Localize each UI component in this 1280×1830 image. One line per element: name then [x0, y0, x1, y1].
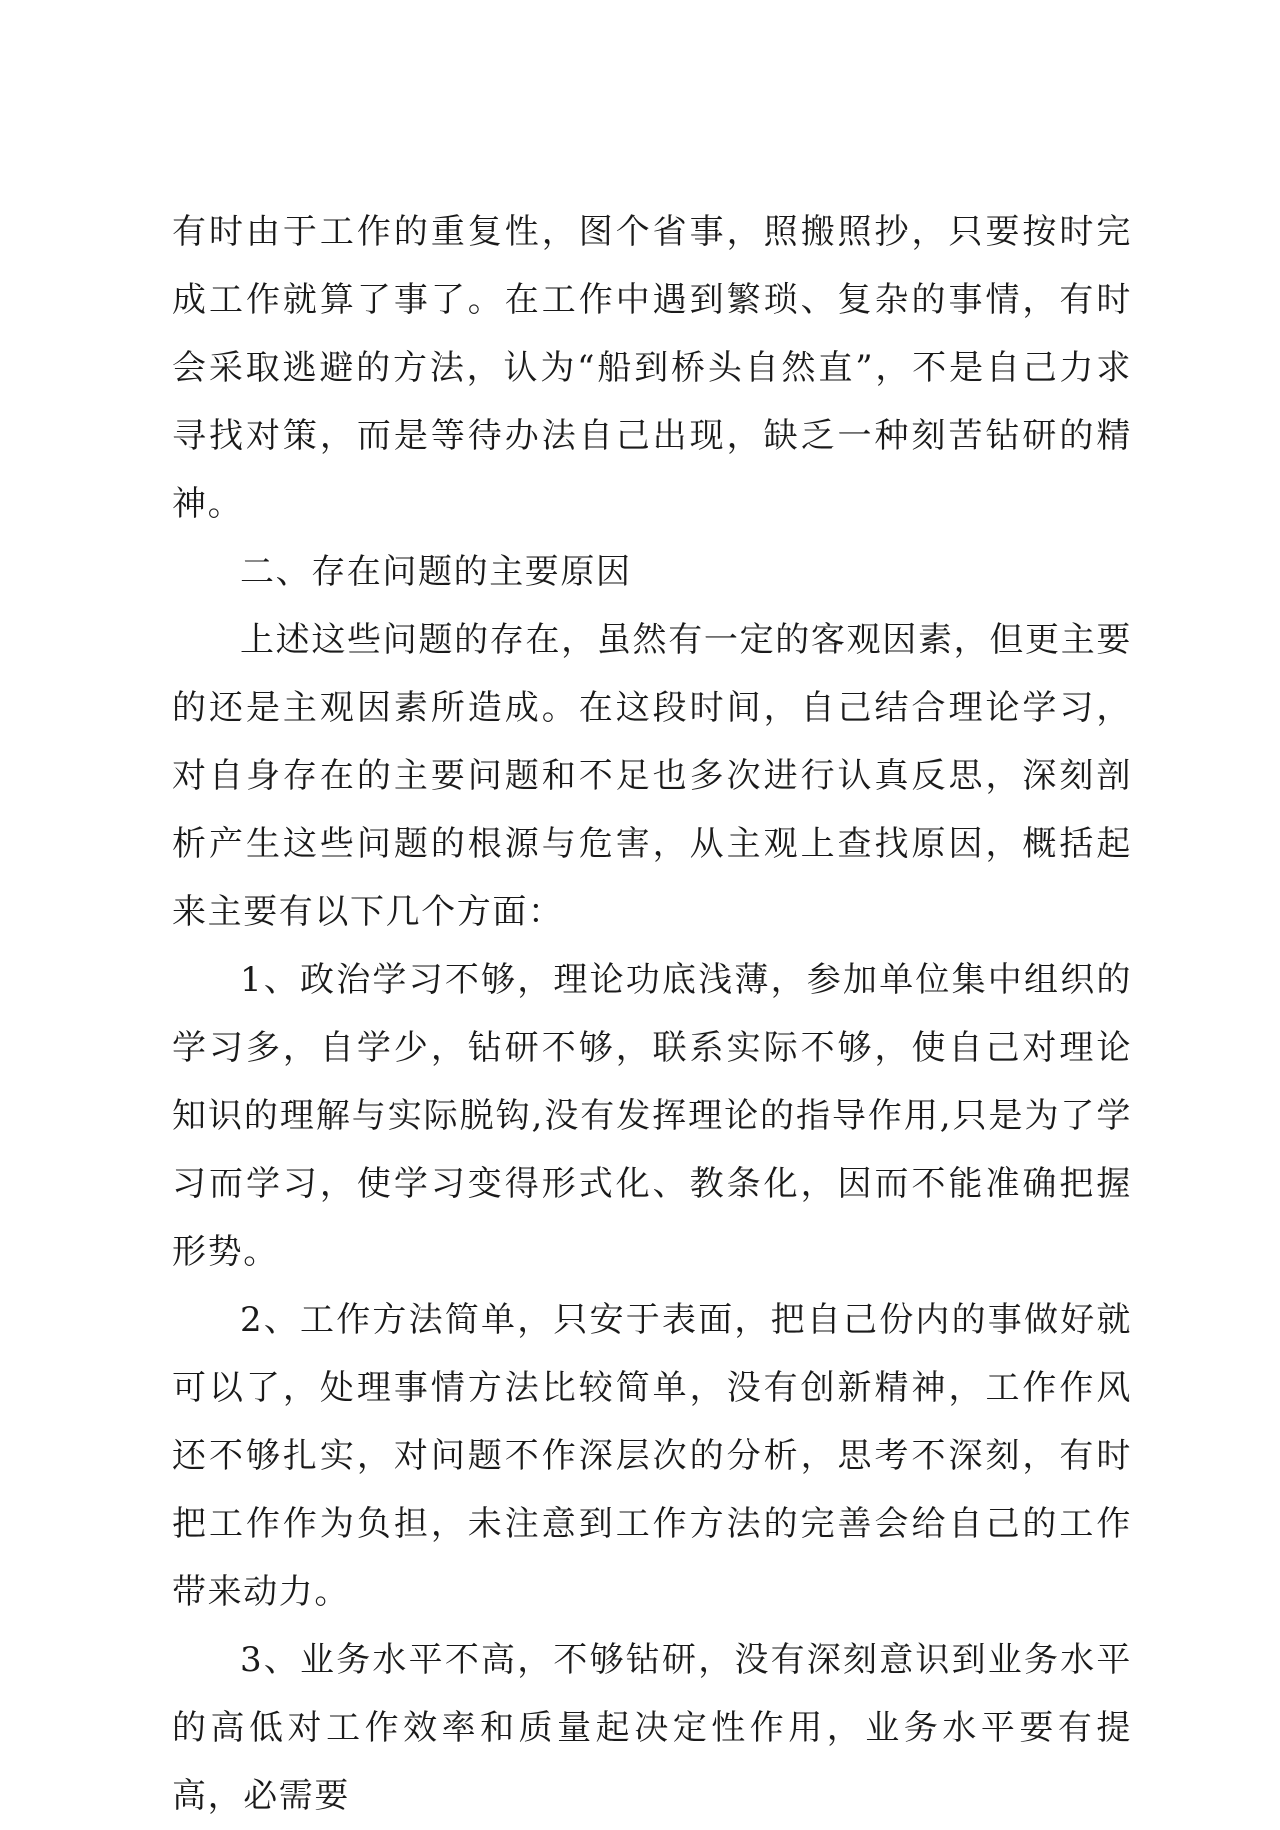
document-body — [172, 198, 1132, 1830]
paragraph-intro: 上述这些问题的存在，虽然有一定的客观因素，但更主要的还是主观因素所造成。在这段时间，自己结合理论学习，对自身存在的主要问题和不足也多次进行认真反思，深刻剖析产生这些问题的根源与危害，从主观上查找原因，概括起来主要有以下几个方面： — [172, 620, 1132, 932]
list-item-3: 3、业务水平不高，不够钻研，没有深刻意识到业务水平的高低对工作效率和质量起决定性作用，业务水平要有提高，必需要 — [172, 1640, 1132, 1816]
list-item-1: 1、政治学习不够，理论功底浅薄，参加单位集中组织的学习多，自学少，钻研不够，联系实际不够，使自己对理论知识的理解与实际脱钩,没有发挥理论的指导作用,只是为了学习而学习，使学习变得形式化、教条化，因而不能准确把握形势。 — [172, 960, 1132, 1272]
paragraph-continuation: 有时由于工作的重复性，图个省事，照搬照抄，只要按时完成工作就算了事了。在工作中遇到繁琐、复杂的事情，有时会采取逃避的方法，认为“船到桥头自然直”，不是自己力求寻找对策，而是等待办法自己出现，缺乏一种刻苦钻研的精神。 — [172, 212, 1132, 524]
section-heading: 二、存在问题的主要原因 — [240, 552, 632, 592]
list-item-2: 2、工作方法简单，只安于表面，把自己份内的事做好就可以了，处理事情方法比较简单，没有创新精神，工作作风还不够扎实，对问题不作深层次的分析，思考不深刻，有时把工作作为负担，未注意到工作方法的完善会给自己的工作带来动力。 — [172, 1300, 1132, 1612]
